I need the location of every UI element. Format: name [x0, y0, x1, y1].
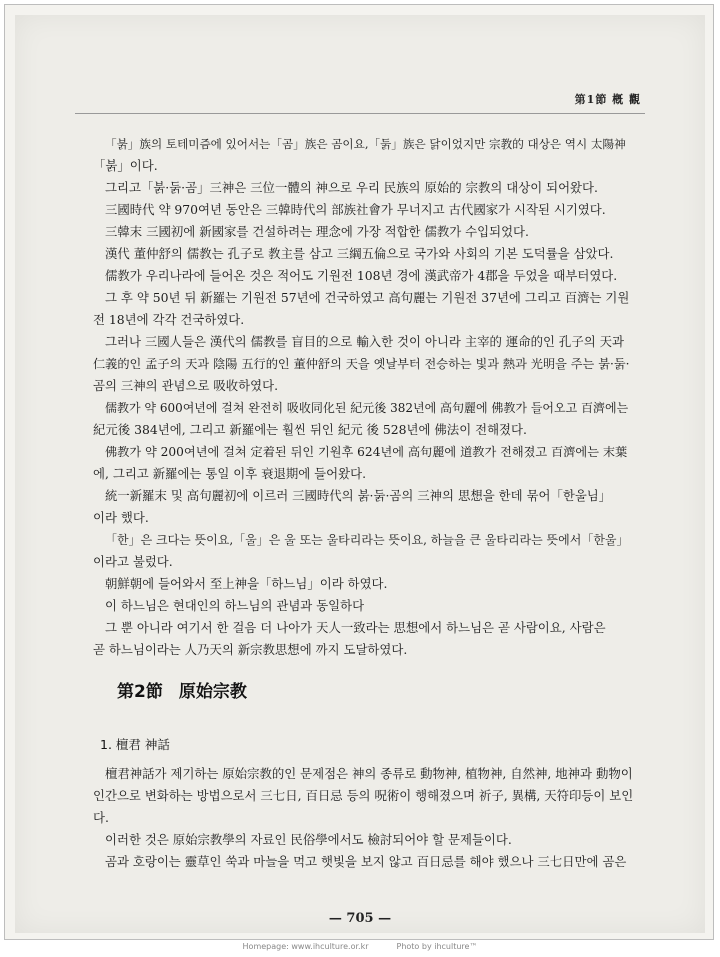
- scan-frame: [4, 4, 714, 940]
- text-line: 그리고「붉·둙·곰」三神은 三位一體의 神으로 우리 民族의 原始的 宗教의 대상이 되어왔다.: [105, 180, 598, 195]
- text-line: 「붉」族의 토테미즘에 있어서는「곰」族은 곰이요,「둙」族은 닭이었지만 宗教的 대상은 역시 太陽神: [105, 137, 626, 151]
- text-line: 「한」은 크다는 뜻이요,「울」은 울 또는 울타리라는 뜻이요, 하늘을 큰 울타리라는 뜻에서「한울」: [105, 533, 629, 547]
- running-header: 第1節 槪 觀: [574, 93, 641, 106]
- text-line: 朝鮮朝에 들어와서 至上神을「하느님」이라 하였다.: [105, 576, 388, 591]
- text-line: 이라 했다.: [93, 510, 149, 525]
- text-line: 統一新羅末 및 高句麗初에 이르러 三國時代의 붉·둙·곰의 三神의 思想을 한데 묶어「한울님」: [105, 488, 612, 503]
- section-number: 第2節: [117, 682, 163, 702]
- text-line: 三韓末 三國初에 新國家를 건설하려는 理念에 가장 적합한 儒教가 수입되었다.: [105, 224, 529, 239]
- text-line: 儒教가 약 600여년에 걸쳐 완전히 吸收同化된 紀元後 382년에 高句麗에 佛教가 들어오고 百濟에는: [105, 401, 629, 415]
- header-rule: [75, 113, 645, 114]
- text-line: 紀元後 384년에, 그리고 新羅에는 훨씬 뒤인 紀元 後 528년에 佛法이 전해졌다.: [93, 422, 527, 437]
- text-line: 이라고 불렀다.: [93, 554, 173, 569]
- text-line: 檀君神話가 제기하는 原始宗教的인 문제점은 神의 종류로 動物神, 植物神, 自然神, 地神과 動物이: [105, 766, 633, 781]
- text-line: 그러나 三國人들은 漢代의 儒教를 盲目的으로 輸入한 것이 아니라 主宰的 運命的인 孔子의 天과: [105, 334, 624, 349]
- homepage-credit: Homepage: www.ihculture.or.kr: [242, 942, 369, 951]
- photo-credit-footer: [0, 942, 720, 951]
- section-text: [93, 763, 633, 873]
- text-line: 곧 하느님이라는 人乃天의 新宗教思想에 까지 도달하였다.: [93, 642, 408, 657]
- text-line: 佛教가 약 200여년에 걸쳐 定着된 뒤인 기원후 624년에 高句麗에 道教가 전해졌고 百濟에는 末葉: [105, 445, 628, 459]
- intro-text: [93, 133, 633, 661]
- text-line: 이 하느님은 현대인의 하느님의 관념과 동일하다: [105, 598, 365, 613]
- section-title: 原始宗教: [178, 682, 247, 702]
- section-heading: [117, 677, 263, 702]
- text-line: 儒教가 우리나라에 들어온 것은 적어도 기원전 108년 경에 漢武帝가 4郡을 두었을 때부터였다.: [105, 268, 618, 283]
- text-line: 仁義的인 孟子의 天과 陰陽 五行的인 董仲舒의 天을 옛날부터 전승하는 빛과 熱과 光明을 주는 붉·둙·: [93, 357, 630, 371]
- text-line: 곰과 호랑이는 靈草인 쑥과 마늘을 먹고 햇빛을 보지 않고 百日忌를 해야 했으나 三七日만에 곰은: [105, 854, 627, 869]
- photo-credit: Photo by ihculture™: [396, 942, 478, 951]
- text-line: 전 18년에 각각 건국하였다.: [93, 312, 245, 327]
- book-page: [15, 15, 705, 933]
- text-line: 에, 그리고 新羅에는 통일 이후 衰退期에 들어왔다.: [93, 466, 367, 481]
- page-number: — 705 —: [328, 911, 392, 926]
- text-line: 다.: [93, 810, 109, 825]
- text-line: 三國時代 약 970여년 동안은 三韓時代의 部族社會가 무너지고 古代國家가 시작된 시기였다.: [105, 202, 606, 217]
- subsection-heading: 1. 檀君 神話: [100, 737, 170, 752]
- text-line: 곰의 三神의 관념으로 吸收하였다.: [93, 378, 279, 393]
- text-line: 그 뿐 아니라 여기서 한 걸음 더 나아가 天人一致라는 思想에서 하느님은 곧 사람이요, 사람은: [105, 620, 606, 635]
- text-line: 「붉」이다.: [93, 158, 158, 173]
- text-line: 이러한 것은 原始宗教學의 자료인 民俗學에서도 檢討되어야 할 문제들이다.: [105, 832, 512, 847]
- text-line: 漢代 董仲舒의 儒教는 孔子로 教主를 삼고 三綱五倫으로 국가와 사회의 기본 도덕률을 삼았다.: [105, 246, 614, 261]
- text-line: 인간으로 변화하는 방법으로서 三七日, 百日忌 등의 呪術이 행해졌으며 祈子, 異構, 天符印등이 보인: [93, 788, 634, 803]
- text-line: 그 후 약 50년 뒤 新羅는 기원전 57년에 건국하였고 高句麗는 기원전 37년에 그리고 百濟는 기원: [105, 290, 630, 305]
